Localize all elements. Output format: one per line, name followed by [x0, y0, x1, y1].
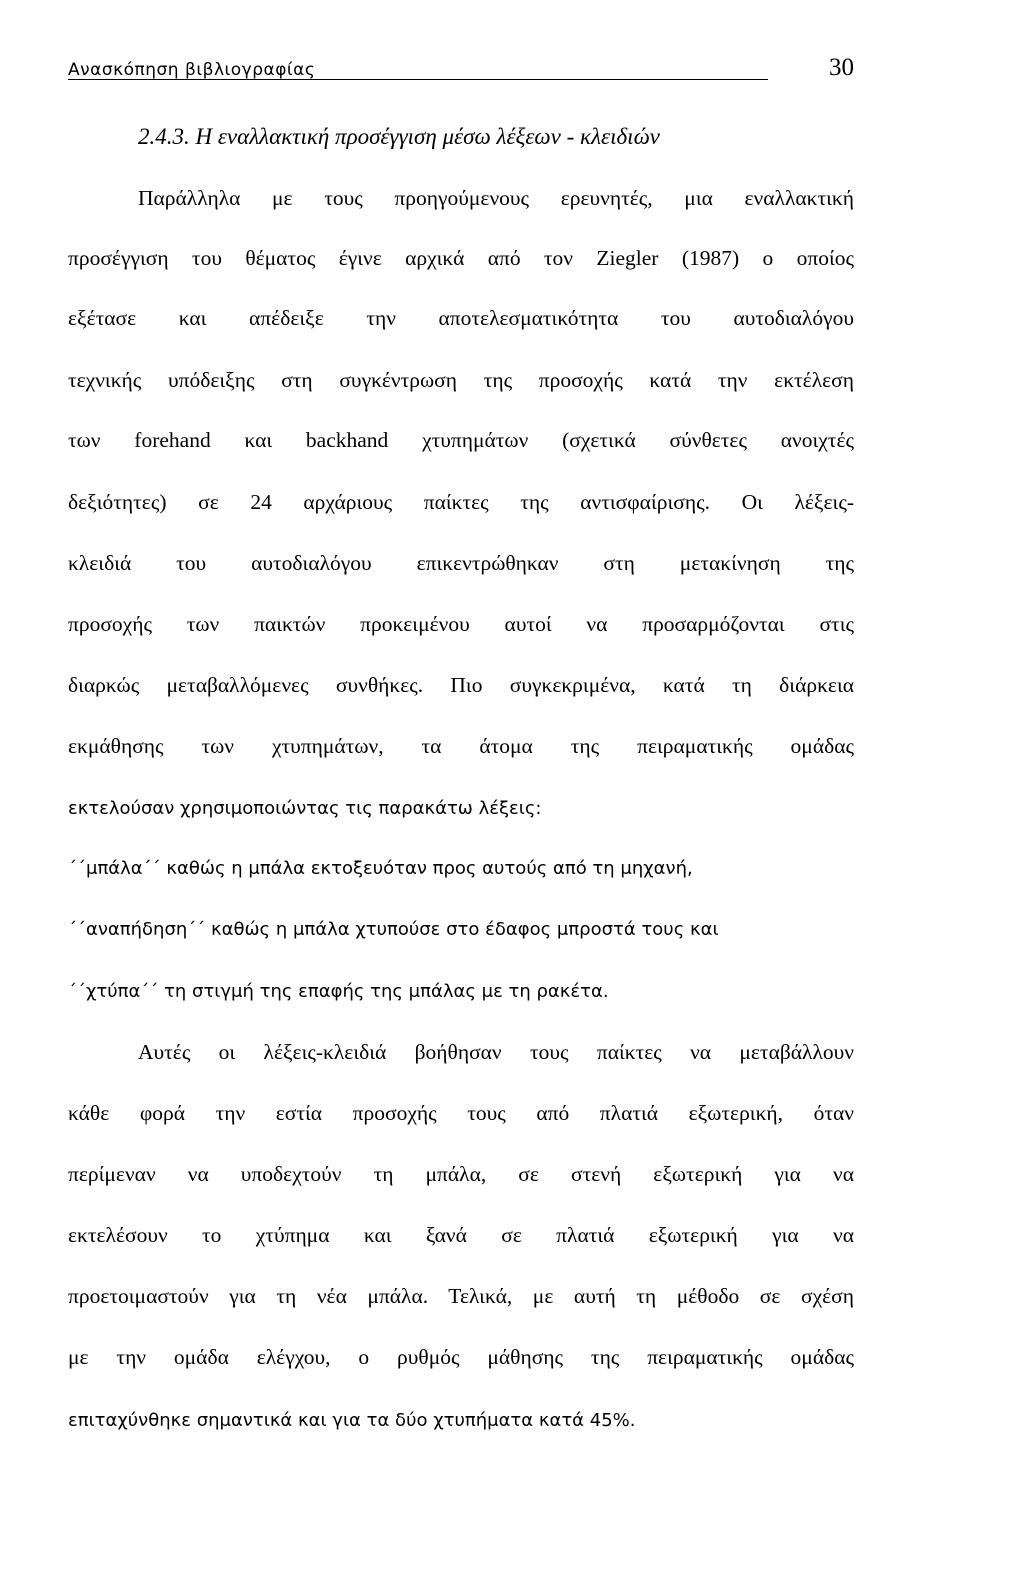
header-rule	[68, 79, 768, 80]
paragraph-line: διαρκώς μεταβαλλόμενες συνθήκες. Πιο συγκεκριμένα, κατά τη διάρκεια	[68, 673, 854, 697]
paragraph-line: των forehand και backhand χτυπημάτων (σχετικά σύνθετες ανοιχτές	[68, 428, 854, 452]
paragraph-line: κλειδιά του αυτοδιαλόγου επικεντρώθηκαν στη μετακίνηση της	[68, 551, 854, 575]
paragraph-line: εκτελέσουν το χτύπημα και ξανά σε πλατιά εξωτερική για να	[68, 1223, 854, 1247]
paragraph-line: εξέτασε και απέδειξε την αποτελεσματικότητα του αυτοδιαλόγου	[68, 306, 854, 330]
running-header-title: Ανασκόπηση βιβλιογραφίας	[68, 60, 316, 80]
list-line: ΄΄αναπήδηση΄΄ καθώς η μπάλα χτυπούσε στο έδαφος μπροστά τους και	[68, 919, 719, 940]
paragraph-line: προσέγγιση του θέματος έγινε αρχικά από τον Ziegler (1987) ο οποίος	[68, 246, 854, 270]
paragraph-line: τεχνικής υπόδειξης στη συγκέντρωση της προσοχής κατά την εκτέλεση	[68, 368, 854, 392]
paragraph-line: Παράλληλα με τους προηγούμενους ερευνητές, μια εναλλακτική	[138, 186, 854, 210]
paragraph-line: με την ομάδα ελέγχου, ο ρυθμός μάθησης της πειραματικής ομάδας	[68, 1345, 854, 1369]
paragraph-line: εκμάθησης των χτυπημάτων, τα άτομα της πειραματικής ομάδας	[68, 734, 854, 758]
paragraph-line: περίμεναν να υποδεχτούν τη μπάλα, σε στενή εξωτερική για να	[68, 1162, 854, 1186]
list-line: ΄΄χτύπα΄΄ τη στιγμή της επαφής της μπάλας με τη ρακέτα.	[68, 981, 609, 1002]
paragraph-line: επιταχύνθηκε σημαντικά και για τα δύο χτυπήματα κατά 45%.	[68, 1410, 636, 1431]
list-line: ΄΄μπάλα΄΄ καθώς η μπάλα εκτοξευόταν προς αυτούς από τη μηχανή,	[68, 858, 693, 879]
paragraph-line: εκτελούσαν χρησιμοποιώντας τις παρακάτω λέξεις:	[68, 798, 542, 819]
page-number: 30	[829, 54, 854, 81]
paragraph-line: προσοχής των παικτών προκειμένου αυτοί να προσαρμόζονται στις	[68, 612, 854, 636]
running-header	[68, 54, 854, 88]
section-heading: 2.4.3. Η εναλλακτική προσέγγιση μέσω λέξεων - κλειδιών	[138, 124, 660, 149]
paragraph-line: Αυτές οι λέξεις-κλειδιά βοήθησαν τους παίκτες να μεταβάλλουν	[138, 1040, 854, 1064]
paragraph-line: κάθε φορά την εστία προσοχής τους από πλατιά εξωτερική, όταν	[68, 1101, 854, 1125]
paragraph-line: προετοιμαστούν για τη νέα μπάλα. Τελικά, με αυτή τη μέθοδο σε σχέση	[68, 1284, 854, 1308]
paragraph-line: δεξιότητες) σε 24 αρχάριους παίκτες της αντισφαίρισης. Οι λέξεις-	[68, 490, 854, 514]
